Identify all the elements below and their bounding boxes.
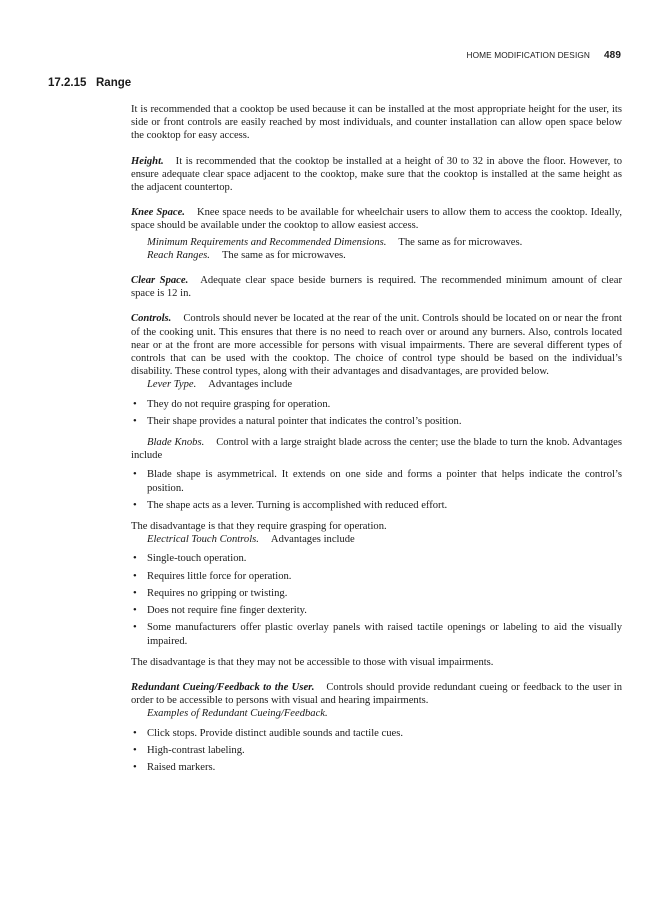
intro-paragraph: It is recommended that a cooktop be used because it can be installed at the most appropriate height for the user, its side or front controls are easily reached by most individuals, and counter installation can allow open space below the cooktop for easy access.: [131, 104, 622, 142]
list-item: • They do not require grasping for operation.: [131, 398, 622, 411]
redundant-paragraph: [131, 681, 622, 707]
blade-knobs-list: [131, 468, 622, 512]
knee-space-subhead-1: Minimum Requirements and Recommended Dimensions. The same as for microwaves.: [147, 236, 523, 248]
redundant-examples-subhead: Examples of Redundant Cueing/Feedback.: [147, 708, 328, 720]
height-paragraph: [131, 155, 622, 195]
list-item: • Single-touch operation.: [131, 552, 622, 565]
knee-space-subhead-2: Reach Ranges. The same as for microwaves.: [147, 249, 346, 261]
clear-space-label: Clear Space.: [131, 275, 189, 287]
blade-disadvantage: The disadvantage is that they require grasping for operation.: [131, 521, 387, 533]
height-label: Height.: [131, 155, 164, 167]
knee-space-label: Knee Space.: [131, 207, 185, 219]
knee-space-text: Knee space needs to be available for wheelchair users to allow them to access the cooktop. Ideally, space should be available under the cooktop to allow easiest access.: [131, 207, 622, 232]
redundant-list: [131, 727, 622, 775]
knee-space-paragraph: [131, 206, 622, 232]
clear-space-paragraph: [131, 274, 622, 300]
running-title: HOME MODIFICATION DESIGN: [466, 50, 590, 60]
lever-type-subhead: Lever Type. Advantages include: [147, 379, 293, 391]
redundant-text: Controls should provide redundant cueing or feedback to the user in order to be accessible to persons with visual and hearing impairments.: [131, 681, 622, 707]
list-item: • High-contrast labeling.: [131, 744, 622, 757]
list-item: • Does not require fine finger dexterity.: [131, 604, 622, 617]
redundant-label: Redundant Cueing/Feedback to the User.: [131, 681, 315, 693]
list-item: • Click stops. Provide distinct audible sounds and tactile cues.: [131, 727, 622, 740]
clear-space-text: Adequate clear space beside burners is required. The recommended minimum amount of clear space is 12 in.: [131, 275, 622, 300]
section-number: 17.2.15: [48, 77, 87, 89]
electrical-list: [131, 552, 622, 647]
body-text: [131, 103, 622, 779]
list-item: • Raised markers.: [131, 761, 622, 774]
list-item: • Blade shape is asymmetrical. It extends on one side and forms a pointer that helps indicate the control’s position.: [131, 468, 622, 494]
list-item: • The shape acts as a lever. Turning is accomplished with reduced effort.: [131, 499, 622, 512]
list-item: • Requires little force for operation.: [131, 570, 622, 583]
list-item: • Some manufacturers offer plastic overlay panels with raised tactile openings or labeling to aid the visually impaired.: [131, 621, 622, 647]
running-header: [330, 49, 621, 62]
list-item: • Requires no gripping or twisting.: [131, 587, 622, 600]
list-item: • Their shape provides a natural pointer that indicates the control’s position.: [131, 415, 622, 428]
blade-knobs-paragraph: Blade Knobs. Control with a large straight blade across the center; use the blade to turn the knob. Advantages include: [131, 437, 622, 462]
section-title: Range: [96, 77, 132, 89]
controls-text: Controls should never be located at the rear of the unit. Controls should be located on or near the front of the cooking unit. This ensures that there is no need to reach over or around any burners. Also, controls located near or at the front are more accessible for persons with visual impairments. There are several different types of controls that can be used with the cooktop. The choice of control type should be based on the individual’s disability. These control types, along with their advantages and disadvantages, are provided below.: [131, 313, 622, 378]
section-heading: [48, 77, 131, 90]
page-number: 489: [604, 50, 621, 61]
controls-label: Controls.: [131, 313, 172, 325]
height-text: It is recommended that the cooktop be installed at a height of 30 to 32 in above the floor. However, to ensure adequate clear space adjacent to the cooktop, make sure that the cooktop is installed at the same height as the adjacent countertop.: [131, 155, 622, 194]
electrical-subhead: Electrical Touch Controls. Advantages include: [147, 534, 355, 546]
electrical-disadvantage: The disadvantage is that they may not be accessible to those with visual impairments.: [131, 656, 494, 668]
lever-type-list: [131, 398, 622, 428]
controls-paragraph: [131, 312, 622, 378]
